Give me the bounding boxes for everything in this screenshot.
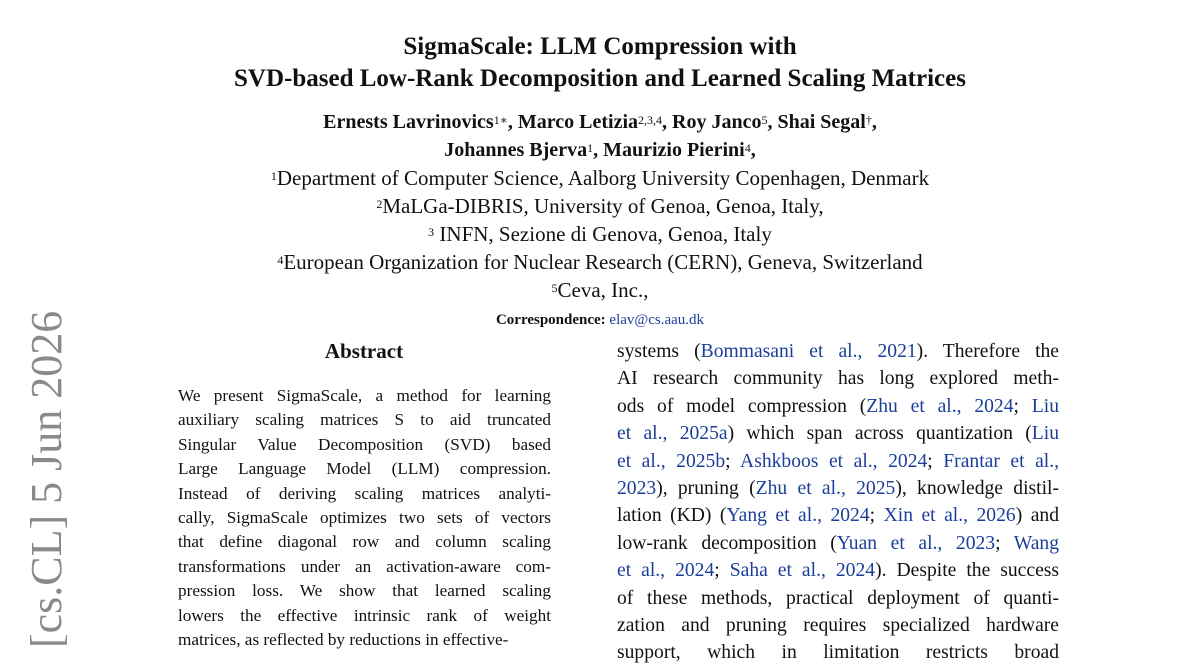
author-affiliation-mark: † <box>865 113 872 127</box>
author-line-2 <box>0 136 1200 164</box>
correspondence <box>0 310 1200 330</box>
body-line <box>617 393 1059 420</box>
abstract-line: Large Language Model (LLM) compression. <box>178 459 551 479</box>
citation-link[interactable]: Zhu et al., 2024 <box>866 395 1014 417</box>
author-separator: , <box>871 111 877 133</box>
introduction-body <box>617 338 1060 664</box>
abstract-line: lowers the effective intrinsic rank of weight <box>178 605 551 625</box>
author-affiliation-mark: 4 <box>744 141 751 155</box>
author-separator: , <box>507 111 518 133</box>
body-text: AI research community has long explored meth- <box>617 368 1059 390</box>
abstract-line: cally, SigmaScale optimizes two sets of vectors <box>178 507 551 527</box>
author-separator: , <box>767 111 778 133</box>
body-text: ; <box>995 532 1014 554</box>
citation-link[interactable]: Frantar et al., <box>943 450 1060 472</box>
body-line <box>617 612 1059 639</box>
correspondence-email-link[interactable]: elav@cs.aau.dk <box>609 312 705 328</box>
correspondence-label: Correspondence: <box>495 312 606 328</box>
affiliation-text: MaLGa-DIBRIS, University of Genoa, Genoa, Italy, <box>382 194 824 218</box>
body-line <box>617 420 1059 447</box>
affiliation-text: Department of Computer Science, Aalborg University Copenhagen, Denmark <box>276 166 930 190</box>
body-text: ) which span across quantization ( <box>727 423 1032 445</box>
body-text: ods of model compression ( <box>617 395 867 417</box>
citation-link[interactable]: Liu <box>1031 423 1059 445</box>
body-line <box>617 557 1059 584</box>
citation-link[interactable]: Yang et al., 2024 <box>726 505 870 527</box>
author-name: Roy Janco <box>672 111 762 133</box>
body-text: ; <box>869 505 884 527</box>
affiliation <box>0 276 1200 304</box>
body-text: systems ( <box>617 341 701 362</box>
author-name: Marco Letizia <box>517 111 639 133</box>
author-affiliation-mark: 1∗ <box>493 113 508 127</box>
author-name: Maurizio Pierini <box>603 139 745 161</box>
author-line-1 <box>0 108 1200 136</box>
body-text: ). Despite the success <box>875 560 1060 582</box>
body-text: low-rank decomposition ( <box>617 532 837 554</box>
affiliation-text: INFN, Sezione di Genova, Genoa, Italy <box>434 222 772 246</box>
citation-link[interactable]: et al., 2025a <box>617 423 728 445</box>
citation-link[interactable]: Wang <box>1013 532 1059 554</box>
affiliation-number: 3 <box>428 225 435 239</box>
citation-link[interactable]: Ashkboos et al., 2024 <box>740 450 928 472</box>
citation-link[interactable]: 2023 <box>617 477 657 499</box>
author-name: Shai Segal <box>777 111 866 133</box>
body-text: of these methods, practical deployment of quanti- <box>617 587 1059 609</box>
body-line <box>617 338 1059 365</box>
abstract-heading: Abstract <box>324 339 404 363</box>
citation-link[interactable]: Bommasani et al., 2021 <box>700 341 917 362</box>
body-line <box>617 585 1059 612</box>
abstract-line: We present SigmaScale, a method for learning <box>178 386 551 405</box>
body-line <box>617 365 1059 392</box>
arxiv-stamp: [cs.CL] 5 Jun 2026 <box>22 310 71 648</box>
body-text: support, which in limitation restricts broad <box>617 642 1059 664</box>
affiliation-number: 2 <box>376 197 383 211</box>
citation-link[interactable]: Yuan et al., 2023 <box>836 532 996 554</box>
body-line <box>617 639 1059 664</box>
body-text: ), knowledge distil- <box>895 477 1060 499</box>
abstract-line: that define diagonal row and column scaling <box>178 532 551 552</box>
abstract-line: matrices, as reflected by reductions in effective- <box>178 629 509 649</box>
citation-link[interactable]: Zhu et al., 2025 <box>755 477 896 499</box>
affiliation-number: 4 <box>277 253 284 267</box>
citation-link[interactable]: Liu <box>1031 395 1059 417</box>
body-text: ; <box>927 450 944 472</box>
citation-link[interactable]: et al., 2024 <box>617 560 715 582</box>
body-text: ) and <box>1015 505 1059 527</box>
body-text: ; <box>725 450 741 472</box>
paper-title-line-1: SigmaScale: LLM Compression with <box>403 33 797 60</box>
affiliation-text: European Organization for Nuclear Research (CERN), Geneva, Switzerland <box>283 250 923 274</box>
author-separator: , <box>593 139 604 161</box>
paper-title-line-2: SVD-based Low-Rank Decomposition and Learned Scaling Matrices <box>234 65 966 92</box>
affiliation <box>0 164 1200 192</box>
citation-link[interactable]: Xin et al., 2026 <box>883 505 1016 527</box>
body-line <box>617 502 1059 529</box>
author-separator: , <box>750 139 756 161</box>
body-line <box>617 448 1059 475</box>
body-text: zation and pruning requires specialized hardware <box>617 614 1059 636</box>
abstract-line: pression loss. We show that learned scaling <box>178 581 551 601</box>
author-affiliation-mark: 5 <box>761 113 768 127</box>
affiliation-number: 1 <box>270 169 277 183</box>
body-line <box>617 475 1059 502</box>
abstract-line: transformations under an activation-aware com- <box>178 556 551 576</box>
body-line <box>617 530 1059 557</box>
affiliation <box>0 248 1200 276</box>
body-text: ). Therefore the <box>916 341 1060 362</box>
citation-link[interactable]: et al., 2025b <box>617 450 726 472</box>
abstract-line: auxiliary scaling matrices S to aid truncated <box>178 410 551 430</box>
author-affiliation-mark: 1 <box>587 141 594 155</box>
author-affiliation-mark: 2,3,4 <box>638 113 663 127</box>
body-text: ), pruning ( <box>656 477 756 499</box>
affiliation <box>0 220 1200 248</box>
affiliation <box>0 192 1200 220</box>
affiliation-number: 5 <box>551 281 558 295</box>
abstract-body <box>178 384 551 652</box>
abstract-line: Singular Value Decomposition (SVD) based <box>178 434 551 454</box>
author-separator: , <box>662 111 673 133</box>
author-name: Johannes Bjerva <box>444 139 588 161</box>
body-text: lation (KD) ( <box>617 505 727 527</box>
affiliation-text: Ceva, Inc., <box>557 278 649 302</box>
body-text: ; <box>714 560 730 582</box>
citation-link[interactable]: Saha et al., 2024 <box>729 560 876 582</box>
body-text: ; <box>1013 395 1032 417</box>
abstract-line: Instead of deriving scaling matrices analyti- <box>178 483 551 503</box>
author-name: Ernests Lavrinovics <box>323 111 494 133</box>
